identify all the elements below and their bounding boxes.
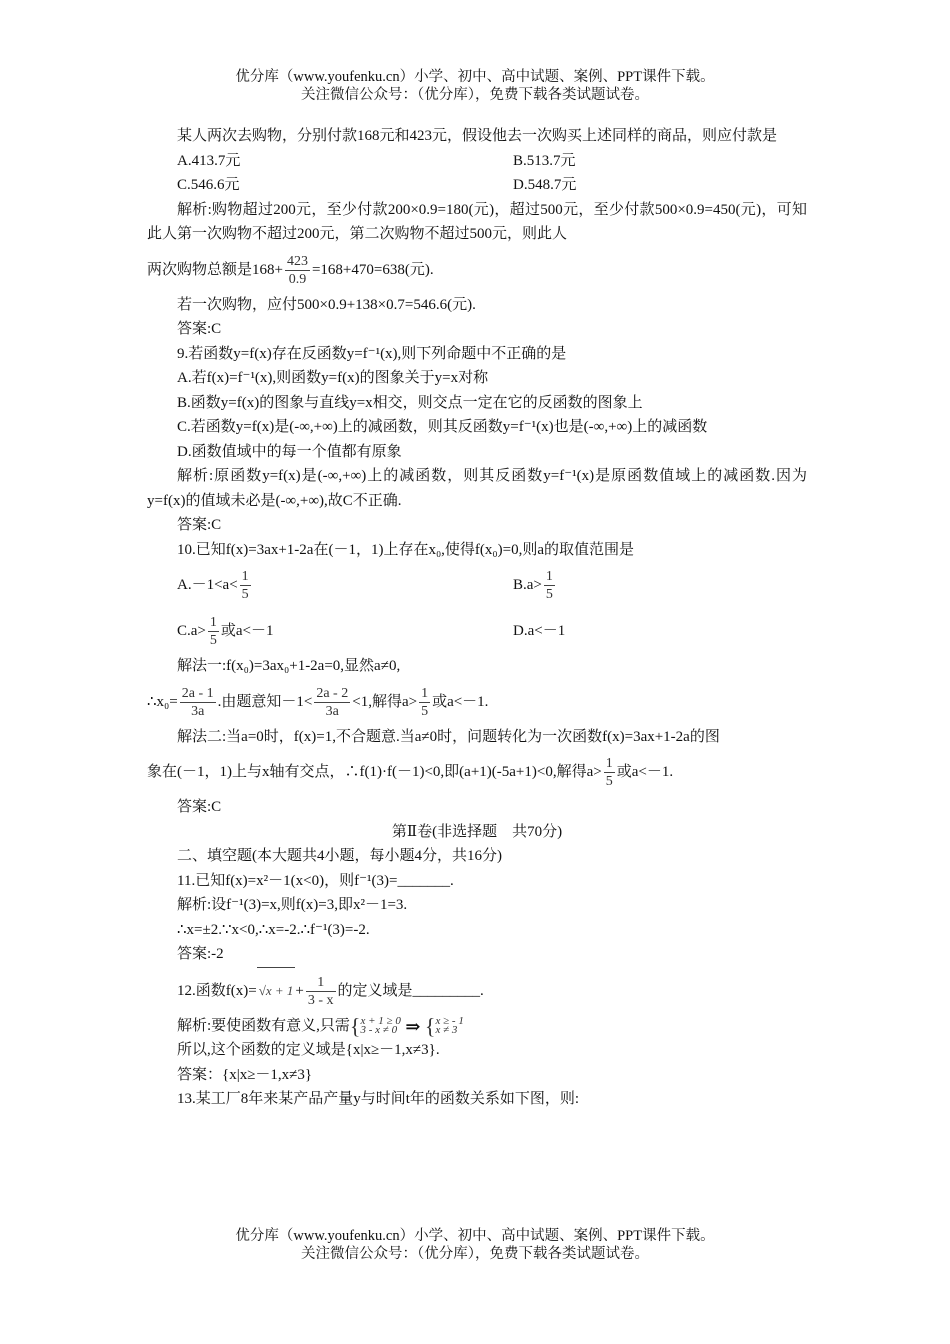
- q8-sol2-prefix: 两次购物总额是168+: [147, 261, 283, 278]
- q10-fraction-1: [180, 685, 216, 720]
- section-heading: 二、填空题(本大题共4小题，每小题4分，共16分): [177, 848, 502, 864]
- q12-stem-prefix: 12.函数f(x)=: [177, 982, 257, 999]
- q10-fraction-3: [419, 685, 430, 720]
- q9-option-d: D.函数值域中的每一个值都有原象: [177, 443, 402, 460]
- q10-options-cd: [147, 608, 807, 654]
- q8-answer: 答案:C: [177, 321, 222, 337]
- part2-title: 第Ⅱ卷(非选择题 共70分): [391, 823, 563, 840]
- q10-stem: 10.已知f(x)=3ax+1-2a在(－1，1)上存在x₀,使得f(x₀)=0,则a的取值范围是: [177, 541, 635, 558]
- q8-option-d: D.548.7元: [513, 177, 577, 193]
- q10-solution-3: 解法二:当a=0时，f(x)=1,不合题意.当a≠0时，问题转化为一次函数f(x)=3ax+1-2a的图: [177, 728, 720, 745]
- q11-answer: 答案:-2: [177, 946, 224, 962]
- document-body: [147, 124, 807, 1112]
- q12-fraction: [306, 974, 336, 1009]
- frac-numerator: 1: [241, 569, 249, 585]
- system-line: x ≠ 3: [435, 1024, 458, 1037]
- q10-option-a: [177, 562, 513, 608]
- q13-stem: 13.某工厂8年来某产品产量y与时间t年的函数关系如下图，则:: [177, 1091, 580, 1108]
- frac-denominator: 3 - x: [307, 992, 334, 1008]
- q8-stem: 某人两次去购物，分别付款168元和423元，假设他去一次购买上述同样的商品，则应付款是: [177, 128, 778, 144]
- q12-stem: [147, 967, 807, 1014]
- q10-option-d: D.a<－1: [513, 623, 566, 639]
- q9-answer: 答案:C: [177, 517, 222, 533]
- q10-option-c-label: C.a>: [177, 623, 206, 639]
- q11-solution-1: 解析:设f⁻¹(3)=x,则f(x)=3,即x²－1=3.: [177, 897, 408, 913]
- q10-sol4-suffix: 或a<－1.: [616, 764, 674, 780]
- q10-a-fraction: [240, 568, 251, 603]
- q12-sqrt-radicand: x + 1: [265, 982, 294, 998]
- frac-numerator: 1: [605, 756, 613, 772]
- q9-option-a: A.若f(x)=f⁻¹(x),则函数y=f(x)的图象关于y=x对称: [177, 370, 489, 386]
- footer-line-1: 优分库（www.youfenku.cn）小学、初中、高中试题、案例、PPT课件下载。: [235, 1228, 715, 1244]
- frac-numerator: 1: [306, 974, 336, 992]
- q10-option-c-suffix: 或a<－1: [220, 623, 274, 639]
- q10-c-fraction: [208, 614, 219, 649]
- frac-numerator: 1: [421, 685, 429, 701]
- q12-answer: 答案：{x|x≥－1,x≠3}: [177, 1066, 313, 1083]
- q12-stem-suffix: 的定义域是_________.: [337, 982, 484, 999]
- system-line: 3 - x ≠ 0: [360, 1024, 398, 1037]
- q8-option-c: C.546.6元: [177, 177, 240, 193]
- frac-denominator: 5: [241, 587, 249, 603]
- q10-option-c: [177, 608, 513, 654]
- q10-sol2-mid: .由题意知－1<: [217, 693, 313, 710]
- header-line-1: 优分库（www.youfenku.cn）小学、初中、高中试题、案例、PPT课件下载。: [235, 69, 715, 85]
- frac-numerator: 1: [209, 615, 217, 631]
- frac-numerator: 2a - 1: [181, 685, 214, 701]
- q8-frac-denominator: 0.9: [288, 271, 307, 287]
- q10-sol2-end: 或a<－1.: [432, 693, 489, 710]
- q12-domain: 所以,这个函数的定义域是{x|x≥－1,x≠3}.: [177, 1042, 440, 1059]
- frac-denominator: 5: [209, 633, 217, 649]
- q12-system-1: [360, 1017, 400, 1035]
- q12-sqrt: [257, 967, 296, 1014]
- q10-sol2-prefix: ∴x₀=: [147, 693, 178, 710]
- q10-option-a-label: A.－1<a<: [177, 577, 238, 593]
- q10-answer: 答案:C: [177, 799, 222, 815]
- header-line-2: 关注微信公众号：（优分库），免费下载各类试题试卷。: [301, 87, 649, 103]
- left-brace-icon: {: [349, 1012, 361, 1038]
- q9-option-c: C.若函数y=f(x)是(-∞,+∞)上的减函数，则其反函数y=f⁻¹(x)也是(-∞,+∞)上的减函数: [177, 419, 708, 435]
- frac-denominator: 5: [545, 587, 553, 603]
- q10-options-ab: [147, 562, 807, 608]
- q10-sol4-prefix: 象在(－1，1)上与x轴有交点，∴f(1)·f(－1)<0,即(a+1)(-5a+1)<0,解得a>: [147, 764, 602, 780]
- system-line: x ≥ - 1: [435, 1015, 464, 1028]
- frac-numerator: 1: [545, 569, 553, 585]
- implies-arrow-icon: ⇒: [400, 1015, 425, 1036]
- q10-solution-1: 解法一:f(x₀)=3ax₀+1-2a=0,显然a≠0,: [177, 658, 401, 674]
- q10-b-fraction: [544, 568, 555, 603]
- q12-sol-prefix: 解析:要使函数有意义,只需: [177, 1017, 350, 1034]
- system-line: x + 1 ≥ 0: [360, 1015, 401, 1028]
- q8-options-cd: [147, 173, 807, 198]
- q8-frac-numerator: 423: [286, 253, 308, 269]
- frac-denominator: 5: [605, 774, 613, 790]
- q8-sol2-suffix: =168+470=638(元).: [311, 261, 434, 278]
- q10-fraction-4: [604, 755, 615, 790]
- frac-denominator: 5: [421, 703, 429, 719]
- q8-options-ab: [147, 149, 807, 174]
- q10-solution-4: [147, 749, 807, 795]
- q12-solution: [147, 1014, 807, 1039]
- q10-fraction-2: [314, 685, 350, 720]
- q10-solution-2: [147, 679, 807, 725]
- q9-solution: 解析:原函数y=f(x)是(-∞,+∞)上的减函数，则其反函数y=f⁻¹(x)是原函数值域上的减函数.因为y=f(x)的值域未必是(-∞,+∞),故C不正确.: [147, 468, 807, 509]
- q10-sol2-post: <1,解得a>: [352, 693, 418, 710]
- q8-solution-3: 若一次购物，应付500×0.9+138×0.7=546.6(元).: [177, 296, 476, 313]
- q8-option-a: A.413.7元: [177, 152, 241, 169]
- q10-option-b: [513, 562, 849, 608]
- q12-system-2: [435, 1017, 463, 1035]
- frac-denominator: 3a: [325, 703, 339, 719]
- sqrt-radical-icon: √: [258, 982, 266, 998]
- frac-denominator: 3a: [191, 703, 205, 719]
- q8-solution-2: [147, 247, 807, 293]
- page-footer: [0, 1227, 950, 1263]
- q10-option-b-label: B.a>: [513, 577, 542, 593]
- q8-solution-1: 解析:购物超过200元，至少付款200×0.9=180(元)，超过500元，至少付款500×0.9=450(元)，可知此人第一次购物不超过200元，第二次购物不超过500元，则此人: [147, 201, 807, 242]
- frac-numerator: 2a - 2: [316, 685, 349, 701]
- q9-stem: 9.若函数y=f(x)存在反函数y=f⁻¹(x),则下列命题中不正确的是: [177, 345, 567, 362]
- q8-fraction: [285, 253, 310, 288]
- q11-solution-2: ∴x=±2.∵x<0,∴x=-2.∴f⁻¹(3)=-2.: [177, 921, 370, 938]
- left-brace-icon: {: [424, 1012, 436, 1038]
- page-header: [0, 68, 950, 104]
- q8-option-b: B.513.7元: [513, 152, 576, 169]
- q9-option-b: B.函数y=f(x)的图象与直线y=x相交，则交点一定在它的反函数的图象上: [177, 394, 643, 411]
- q11-stem: 11.已知f(x)=x²－1(x<0)，则f⁻¹(3)=_______.: [177, 872, 454, 889]
- q12-plus: +: [295, 982, 304, 999]
- footer-line-2: 关注微信公众号：（优分库），免费下载各类试题试卷。: [301, 1246, 649, 1262]
